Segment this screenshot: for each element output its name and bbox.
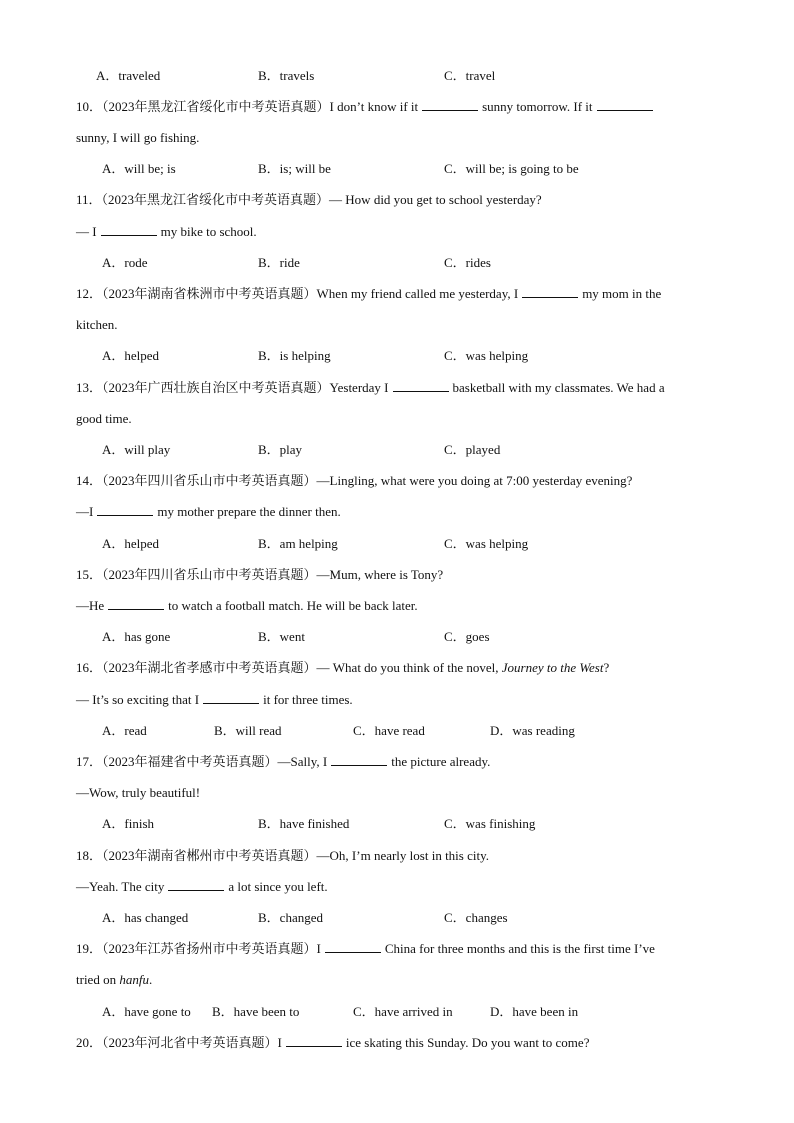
q18-option-c[interactable]: C．changes <box>444 910 508 925</box>
q16-stem-line2: — It’s so exciting that I it for three times. <box>76 692 353 707</box>
q15-stem-line2: —He to watch a football match. He will be back later. <box>76 598 418 613</box>
q12-stem-line1: 12．（2023年湖南省株洲市中考英语真题）When my friend called me yesterday, I my mom in the <box>76 286 662 301</box>
answer-blank[interactable] <box>101 223 157 236</box>
q15-stem-line1: 15．（2023年四川省乐山市中考英语真题）—Mum, where is Tony? <box>76 567 444 582</box>
q12-stem-line2: kitchen. <box>76 317 118 332</box>
q9-option-a[interactable]: A．traveled <box>96 68 161 83</box>
q16-option-c[interactable]: C．have read <box>353 723 425 738</box>
q17-option-c[interactable]: C．was finishing <box>444 816 536 831</box>
answer-blank[interactable] <box>97 503 153 516</box>
q13-stem-line2: good time. <box>76 411 132 426</box>
q19-option-c[interactable]: C．have arrived in <box>353 1004 453 1019</box>
q16-option-a[interactable]: A．read <box>102 723 147 738</box>
answer-blank[interactable] <box>331 753 387 766</box>
answer-blank[interactable] <box>168 878 224 891</box>
q10-option-a[interactable]: A．will be; is <box>102 161 176 176</box>
answer-blank[interactable] <box>286 1034 342 1047</box>
q19-stem-line2: tried on hanfu. <box>76 972 153 987</box>
q13-stem-line1: 13．（2023年广西壮族自治区中考英语真题）Yesterday I basketball with my classmates. We had a <box>76 380 665 395</box>
q10-stem-line2: sunny, I will go fishing. <box>76 130 200 145</box>
q11-stem-line2: — I my bike to school. <box>76 224 257 239</box>
q17-stem-line1: 17．（2023年福建省中考英语真题）—Sally, I the picture already. <box>76 754 491 769</box>
answer-blank[interactable] <box>203 691 259 704</box>
q11-option-a[interactable]: A．rode <box>102 255 148 270</box>
q19-option-b[interactable]: B．have been to <box>212 1004 300 1019</box>
q11-stem-line1: 11．（2023年黑龙江省绥化市中考英语真题）— How did you get to school yesterday? <box>76 192 542 207</box>
q10-option-b[interactable]: B．is; will be <box>258 161 331 176</box>
answer-blank[interactable] <box>522 285 578 298</box>
q12-option-b[interactable]: B．is helping <box>258 348 331 363</box>
q9-option-c[interactable]: C．travel <box>444 68 496 83</box>
q14-option-c[interactable]: C．was helping <box>444 536 529 551</box>
q18-stem-line1: 18．（2023年湖南省郴州市中考英语真题）—Oh, I’m nearly lost in this city. <box>76 848 489 863</box>
q17-option-b[interactable]: B．have finished <box>258 816 350 831</box>
q12-option-c[interactable]: C．was helping <box>444 348 529 363</box>
q9-option-b[interactable]: B．travels <box>258 68 315 83</box>
answer-blank[interactable] <box>393 379 449 392</box>
q18-option-a[interactable]: A．has changed <box>102 910 189 925</box>
q15-option-b[interactable]: B．went <box>258 629 305 644</box>
q17-option-a[interactable]: A．finish <box>102 816 155 831</box>
q16-stem-line1: 16．（2023年湖北省孝感市中考英语真题）— What do you think of the novel, Journey to the West? <box>76 660 610 675</box>
q13-option-b[interactable]: B．play <box>258 442 303 457</box>
q14-stem-line2: —I my mother prepare the dinner then. <box>76 504 341 519</box>
q20-stem-line1: 20．（2023年河北省中考英语真题）I ice skating this Sunday. Do you want to come? <box>76 1035 590 1050</box>
q19-option-a[interactable]: A．have gone to <box>102 1004 191 1019</box>
q13-option-a[interactable]: A．will play <box>102 442 171 457</box>
q18-option-b[interactable]: B．changed <box>258 910 323 925</box>
q12-option-a[interactable]: A．helped <box>102 348 160 363</box>
q14-option-b[interactable]: B．am helping <box>258 536 338 551</box>
answer-blank[interactable] <box>422 98 478 111</box>
q10-option-c[interactable]: C．will be; is going to be <box>444 161 579 176</box>
answer-blank[interactable] <box>597 98 653 111</box>
q18-stem-line2: —Yeah. The city a lot since you left. <box>76 879 328 894</box>
q13-option-c[interactable]: C．played <box>444 442 501 457</box>
q15-option-a[interactable]: A．has gone <box>102 629 171 644</box>
q16-option-b[interactable]: B．will read <box>214 723 282 738</box>
q11-option-c[interactable]: C．rides <box>444 255 491 270</box>
q14-option-a[interactable]: A．helped <box>102 536 160 551</box>
answer-blank[interactable] <box>325 940 381 953</box>
q19-option-d[interactable]: D．have been in <box>490 1004 579 1019</box>
q14-stem-line1: 14．（2023年四川省乐山市中考英语真题）—Lingling, what were you doing at 7:00 yesterday evening? <box>76 473 633 488</box>
q15-option-c[interactable]: C．goes <box>444 629 490 644</box>
q19-stem-line1: 19．（2023年江苏省扬州市中考英语真题）I China for three months and this is the first time I’ve <box>76 941 655 956</box>
q11-option-b[interactable]: B．ride <box>258 255 300 270</box>
answer-blank[interactable] <box>108 597 164 610</box>
q10-stem-line1: 10．（2023年黑龙江省绥化市中考英语真题）I don’t know if it sunny tomorrow. If it <box>76 97 724 117</box>
q17-stem-line2: —Wow, truly beautiful! <box>76 785 201 800</box>
q16-option-d[interactable]: D．was reading <box>490 723 575 738</box>
